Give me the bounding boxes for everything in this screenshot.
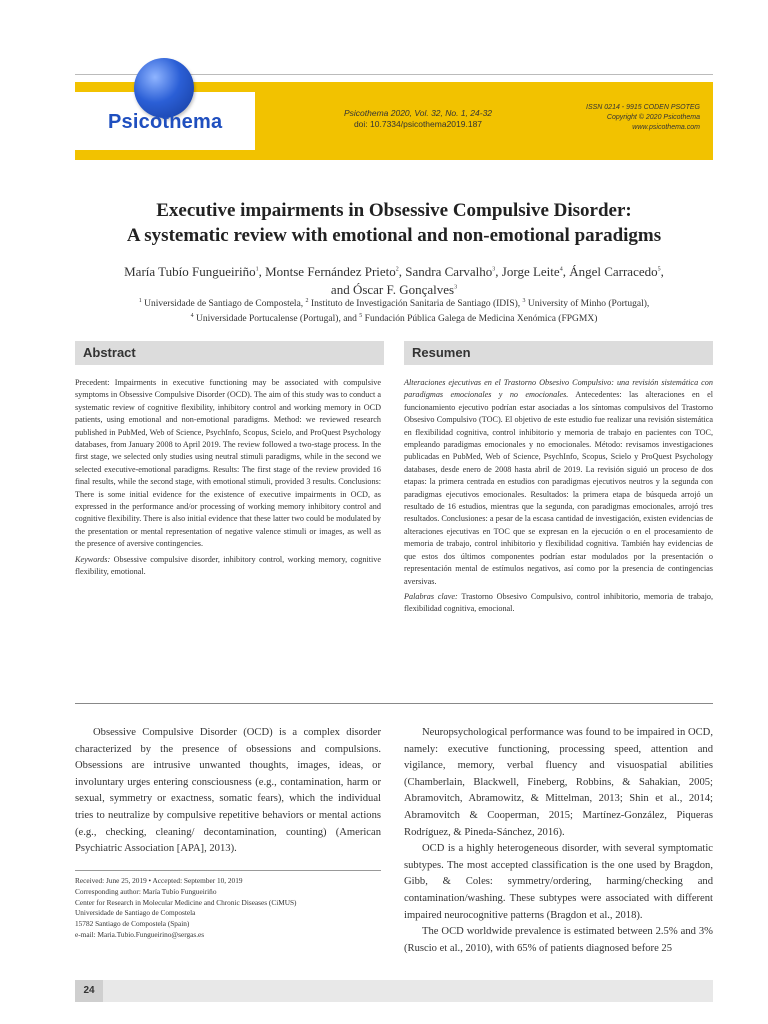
keywords-label: Keywords: — [75, 554, 111, 564]
title-line-2: A systematic review with emotional and non-emotional paradigms — [126, 225, 662, 246]
affil-3-num: 3 — [522, 297, 526, 304]
affil-4: Universidade Portucalense (Portugal), and — [193, 314, 360, 324]
footer-bar — [75, 980, 713, 1002]
abstract-text: Precedent: Impairments in executive functioning may be associated with compulsive symptoms in Obsessive Compulsive Disorder (OCD). The aim of this study was to conduct a systematic review of cognitive flexibility, inhibitory control and working memory in OCD patients, using emotional and non-emotional paradigms. Method: we reviewed research published in PubMed, Web of Science, PsychInfo, Scopus, Scielo, and ProQuest Psychology databases, from January 2008 to April 2019. The review followed a two-stage process. In the first stage, we selected only studies using neutral stimuli paradigms, while in the second we selected executive-emotional paradigms. Results: The first stage of the review provided 16 final results, while the second stage, with emotional stimuli, provided 3 results. Conclusions: There is some initial evidence for the existence of executive impairments in OCD, as expressed in the performance and/or processing of working memory inhibitory control and cognitive flexibility. There is also initial evidence that these latter two could be modulated by the presentation or mental representation of negative valence stimuli or images, as well as the presence of aversive contingencies. — [75, 378, 381, 549]
author-2-affil: 2 — [395, 266, 399, 273]
footnote-rule — [75, 870, 381, 871]
resumen-text — [404, 377, 713, 588]
keywords-text: Obsessive compulsive disorder, inhibitory control, working memory, cognitive flexibility, emotional. — [75, 554, 381, 577]
affil-5: Fundación Pública Galega de Medicina Xenómica (FPGMX) — [362, 314, 598, 324]
journal-logo-globe — [134, 58, 194, 118]
article-title — [75, 198, 713, 248]
author-1-affil: 1 — [255, 266, 259, 273]
palabras-text: Trastorno Obsesivo Compulsivo, control inhibitorio, memoria de trabajo, flexibilidad cognitiva, emocional. — [404, 591, 713, 614]
page-number: 24 — [75, 980, 103, 1002]
affil-4-num: 4 — [190, 312, 194, 319]
body-paragraph: The OCD worldwide prevalence is estimated between 2.5% and 3% (Ruscio et al., 2010), with 65% of patients diagnosed before 25 — [404, 926, 713, 954]
resumen-paragraph: Antecedentes: las alteraciones en el funcionamiento ejecutivo podrían estar asociadas a los síntomas compulsivos del Trastorno Obsesivo Compulsivo (TOC). El objetivo de este estudio fue realizar una revisión sistemática en flexibilidad cognitiva, control inhibitorio y memoria de trabajo en pacientes con TOC, empleando paradigmas emocionales y no emocionales. Método: revisamos investigaciones publicadas en PubMed, Web of Science, PsychInfo, Scopus, Scielo y ProQuest Psychology databases, desde enero de 2008 hasta abril de 2019. La revisión siguió un proceso de dos etapas: la primera centrada en estudios con paradigmas ejecutivos neutros y la segunda con paradigmas ejecutivos emocionales. Resultados: la primera etapa de búsqueda arrojó un resultado de 16 estudios, mientras que la segunda, con paradigmas emocionales, arrojó tres resultados. Conclusiones: a pesar de la escasa cantidad de investigación, existen evidencias de alteraciones ejecutivas en TOC que se expresan en la ejecución o en el procesamiento de memoria de trabajo, control inhibitorio y flexibilidad cognitiva. También hay evidencias de que estos dos últimos componentes podrían estar modulados por la presentación o representación mental de estímulos negativos, así como por la presencia de contingencias aversivas. — [404, 390, 713, 586]
author-5: Ángel Carracedo — [569, 264, 658, 279]
doi-line: doi: 10.7334/psicothema2019.187 — [353, 119, 483, 129]
author-1: María Tubío Fungueiriño — [124, 264, 256, 279]
copyright-line: Copyright © 2020 Psicothema — [606, 114, 700, 121]
footnote — [75, 876, 381, 941]
author-4: Jorge Leite — [501, 264, 560, 279]
affil-1: Universidade de Santiago de Compostela, — [141, 299, 306, 309]
author-sep: , — [562, 264, 570, 279]
body-paragraph: OCD is a highly heterogeneous disorder, with several symptomatic subtypes. The most accepted classification is the one used by Bragdon, Gibb, & Coles: symmetry/ordering, harming/checking and contamination/washing. These subtypes were associated with different impaired neurocognitive patterns (Bragdon et al., 2018). — [404, 843, 713, 921]
journal-logo-text: Psicothema — [108, 111, 223, 133]
author-4-affil: 4 — [559, 266, 563, 273]
author-6: and Óscar F. Gonçalves — [330, 282, 455, 297]
affil-3: University of Minho (Portugal), — [525, 299, 650, 309]
author-sep: , — [398, 264, 406, 279]
author-sep: , — [495, 264, 502, 279]
body-paragraph: Neuropsychological performance was found to be impaired in OCD, namely: executive functioning, processing speed, attention and vigilance, memory, verbal fluency and visuospatial abilities (Chamberlain, Blackwell, Fineberg, Robbins, & Sahakian, 2005; Abramovitch, Abramowitz, & Mittelman, 2013; Shin et al., 2014; Abramovitch & Cooperman, 2015; Martínez-González, Piqueras Rodríguez, & Pineda-Sánchez, 2016). — [404, 727, 713, 838]
corresponding-line: Corresponding author: María Tubío Fungueiriño — [75, 886, 217, 896]
author-sep: , — [258, 264, 266, 279]
resumen-body — [404, 377, 713, 616]
body-paragraph: Obsessive Compulsive Disorder (OCD) is a complex disorder characterized by the presence of obsessions and compulsions. Obsessions are intrusive unwanted thoughts, images, ideas, or involuntary urges entering consciousness (e.g., contamination, harm or sexual, symmetry or exactness, somatic fears), which the individual tries to neutralize by compulsive repetitive behaviors or mental actions (e.g., checking, cleaning/ decontamination, counting) (American Psychiatric Association [APA], 2013). — [75, 727, 381, 855]
resumen-heading: Resumen — [404, 341, 713, 365]
title-line-1: Executive impairments in Obsessive Compulsive Disorder: — [156, 200, 632, 221]
author-5-affil: 5 — [657, 266, 661, 273]
author-3: Sandra Carvalho — [405, 264, 493, 279]
author-sep: , — [660, 264, 664, 279]
resumen-title: Alteraciones ejecutivas en el Trastorno Obsesivo Compulsivo: una revisión sistemática con paradigmas emocionales y no emocionales. — [404, 378, 713, 400]
author-3-affil: 3 — [492, 266, 496, 273]
abstract-keywords — [75, 554, 381, 579]
affil-1-num: 1 — [138, 297, 142, 304]
issn-line: ISSN 0214 - 9915 CODEN PSOTEG — [586, 104, 700, 111]
affiliations — [75, 297, 713, 327]
journal-issn-block — [540, 103, 700, 133]
affil-2: Instituto de Investigación Sanitaria de Santiago (IDIS), — [308, 299, 523, 309]
website-line[interactable]: www.psicothema.com — [632, 124, 700, 131]
author-2: Montse Fernández Prieto — [265, 264, 396, 279]
center-line: Center for Research in Molecular Medicine and Chronic Diseases (CiMUS) — [75, 897, 297, 907]
affil-5-num: 5 — [359, 312, 363, 319]
address-line: 15782 Santiago de Compostela (Spain) — [75, 919, 190, 929]
author-6-affil: 3 — [454, 284, 458, 291]
abstract-heading: Abstract — [75, 341, 384, 365]
affil-2-num: 2 — [305, 297, 309, 304]
citation-line: Psicothema 2020, Vol. 32, No. 1, 24-32 — [343, 108, 493, 118]
university-line: Universidade de Santiago de Compostela — [75, 908, 196, 918]
email-line[interactable]: e-mail: Maria.Tubio.Fungueirino@sergas.es — [75, 929, 205, 939]
section-divider — [75, 703, 713, 704]
author-list — [75, 263, 713, 299]
received-line: Received: June 25, 2019 • Accepted: September 10, 2019 — [75, 876, 243, 885]
palabras-label: Palabras clave: — [404, 591, 458, 601]
body-column-right — [404, 725, 713, 957]
journal-citation — [318, 108, 518, 130]
abstract-body — [75, 377, 381, 579]
body-column-left — [75, 725, 381, 858]
resumen-keywords — [404, 591, 713, 616]
